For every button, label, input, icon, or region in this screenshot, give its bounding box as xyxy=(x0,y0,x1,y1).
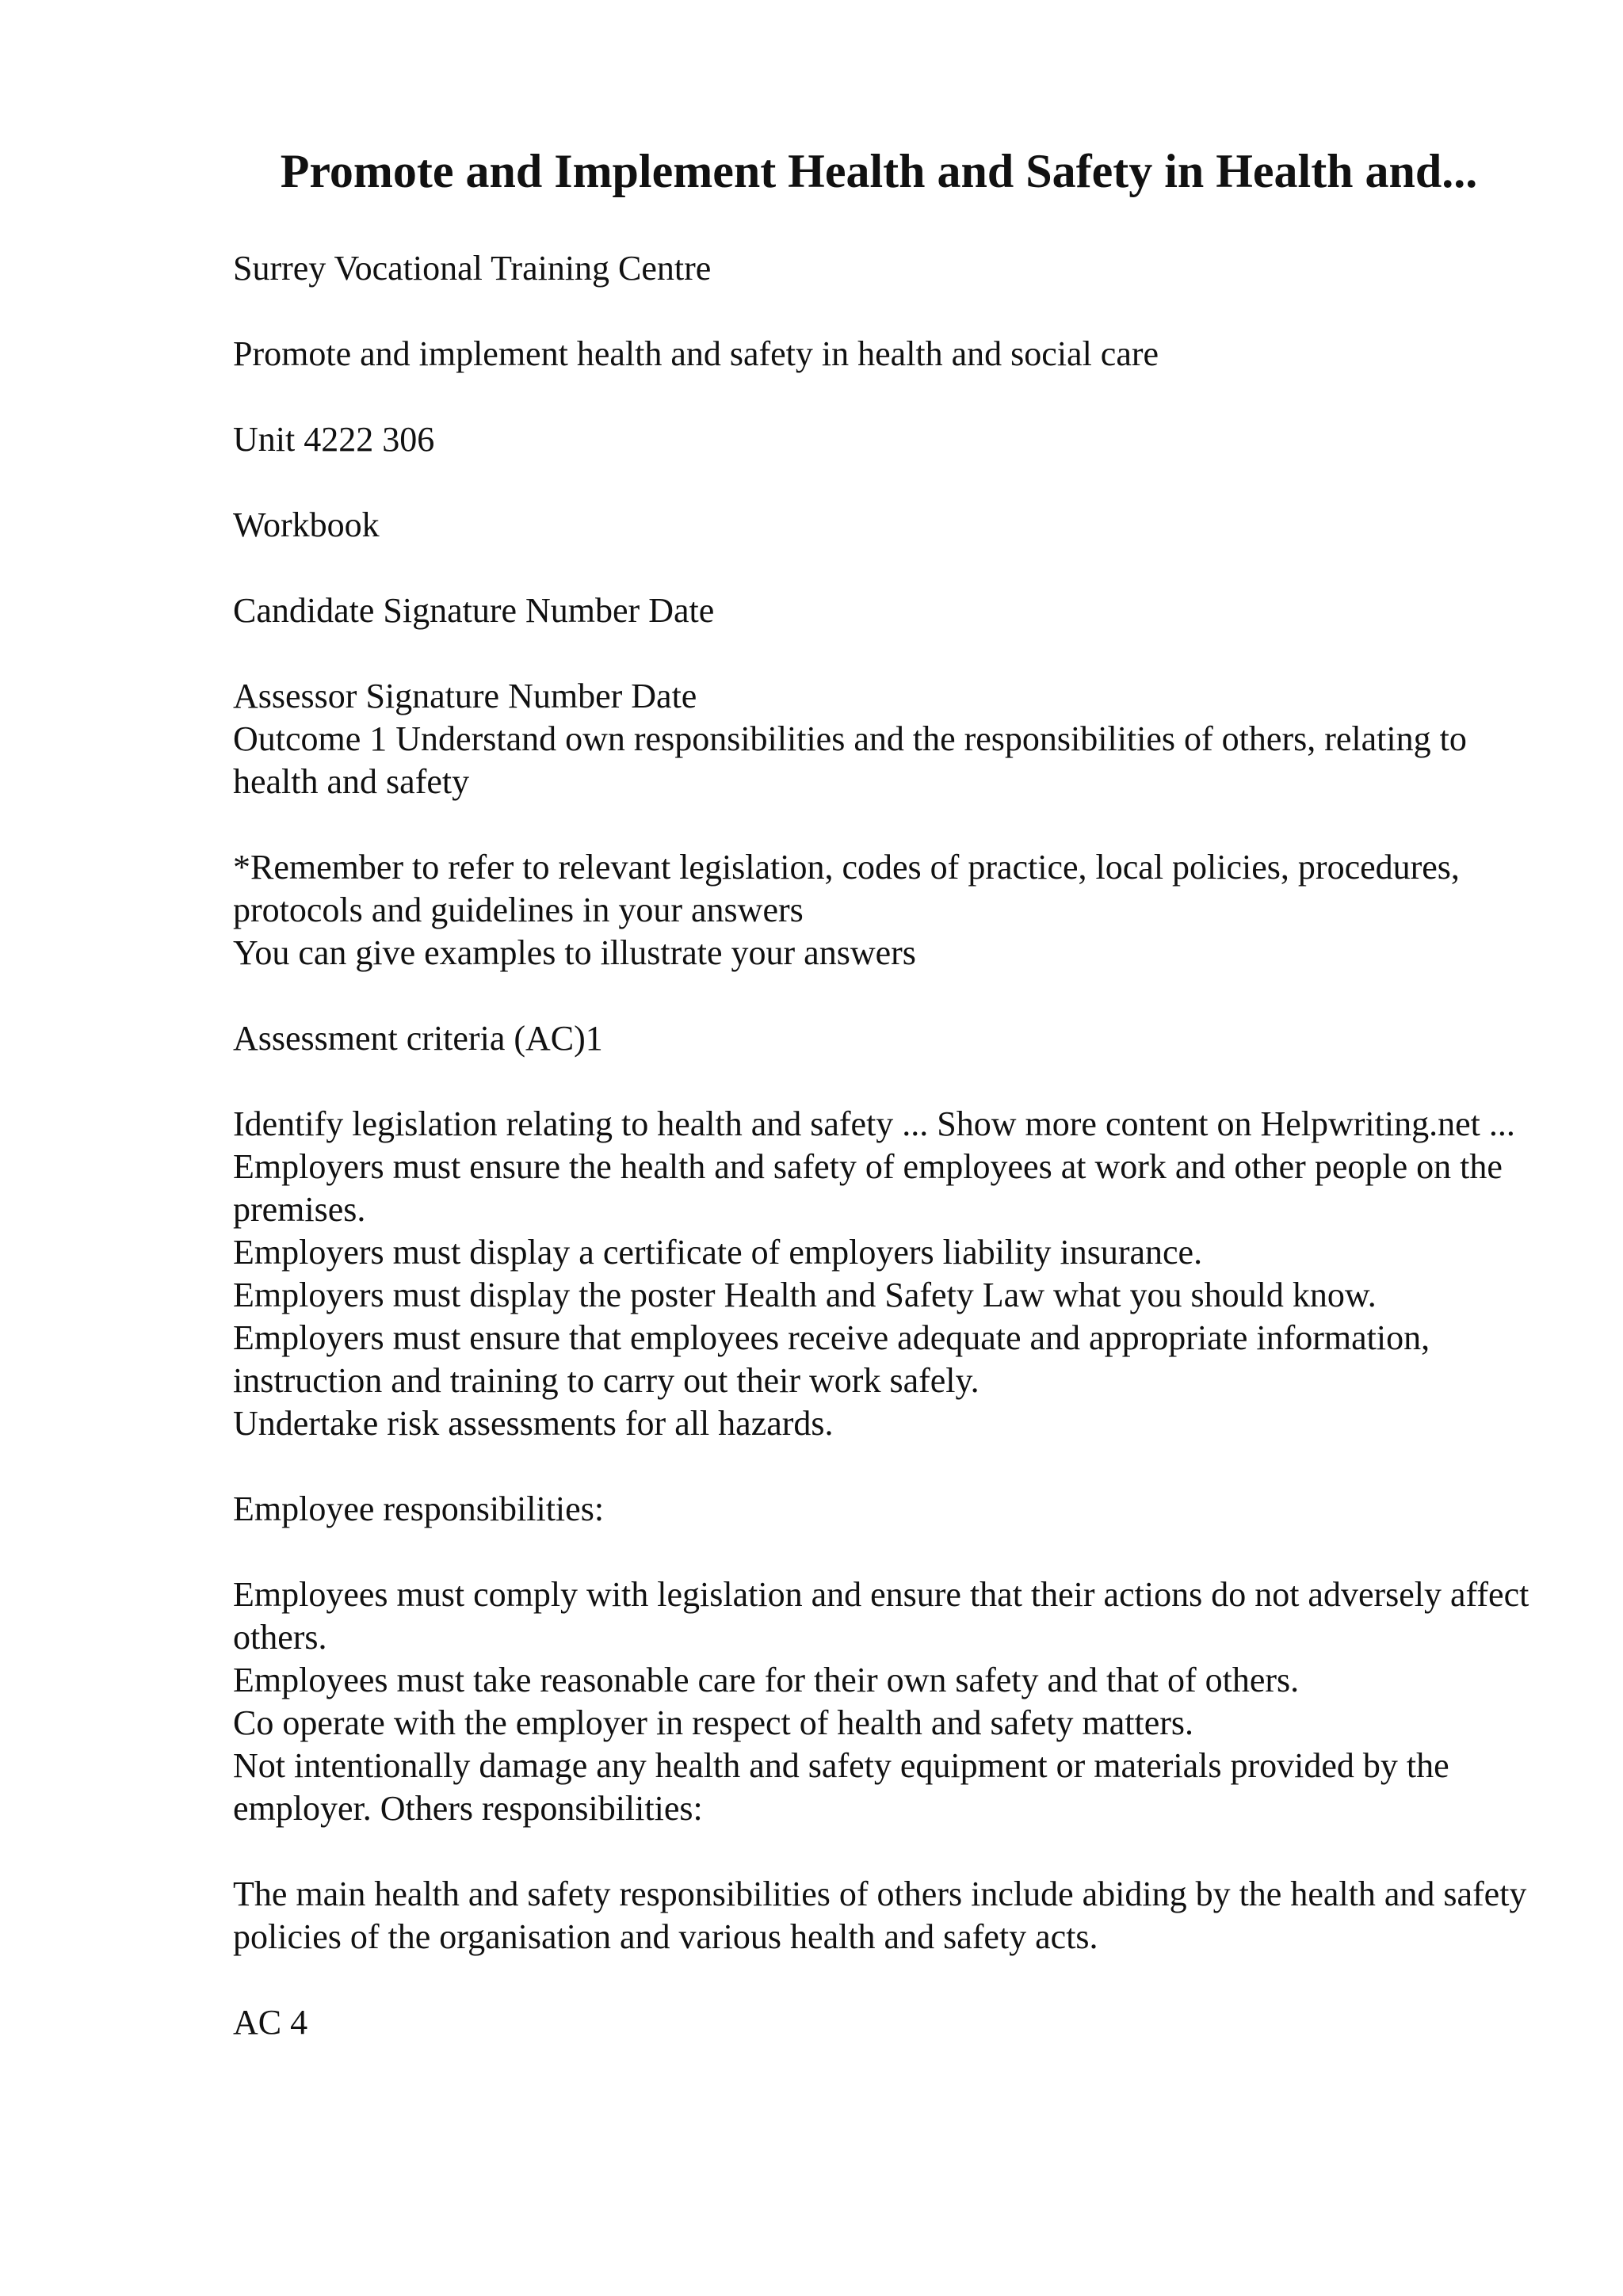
paragraph: Outcome 1 Understand own responsibilities and the responsibilities of others, relating to health and safety xyxy=(233,719,1467,801)
paragraph-spacer xyxy=(233,547,1533,589)
paragraph-spacer xyxy=(233,1060,1533,1103)
paragraph-spacer xyxy=(233,803,1533,846)
paragraph: *Remember to refer to relevant legislation, codes of practice, local policies, procedures, protocols and guidelines in your answers xyxy=(233,848,1460,929)
paragraph: Assessor Signature Number Date xyxy=(233,677,697,715)
paragraph-spacer xyxy=(233,290,1533,333)
paragraph-spacer xyxy=(233,376,1533,418)
paragraph-spacer xyxy=(233,1445,1533,1488)
paragraph-spacer xyxy=(233,461,1533,504)
paragraph: Employee responsibilities: xyxy=(233,1489,605,1528)
paragraph: Employers must ensure that employees receive adequate and appropriate information, instruction and training to carry out their work safely. xyxy=(233,1318,1430,1400)
paragraph: You can give examples to illustrate your answers xyxy=(233,933,916,972)
document-title: Promote and Implement Health and Safety in Health and... xyxy=(280,145,1478,197)
paragraph: Not intentionally damage any health and safety equipment or materials provided by the employer. Others responsibilities: xyxy=(233,1746,1449,1828)
paragraph: The main health and safety responsibilities of others include abiding by the health and safety policies of the organisation and various health and safety acts. xyxy=(233,1875,1527,1956)
paragraph-spacer xyxy=(233,632,1533,675)
paragraph-spacer xyxy=(233,1830,1533,1873)
paragraph: Surrey Vocational Training Centre xyxy=(233,249,712,288)
paragraph: Employers must ensure the health and safety of employees at work and other people on the premises. xyxy=(233,1147,1503,1229)
paragraph-spacer xyxy=(233,1531,1533,1573)
document-body xyxy=(233,247,1533,2044)
paragraph: Undertake risk assessments for all hazards. xyxy=(233,1404,834,1443)
paragraph: Co operate with the employer in respect of health and safety matters. xyxy=(233,1703,1194,1742)
paragraph: Identify legislation relating to health and safety ... Show more content on Helpwriting.net ... xyxy=(233,1104,1515,1143)
paragraph: Employers must display the poster Health and Safety Law what you should know. xyxy=(233,1276,1377,1314)
paragraph: Workbook xyxy=(233,505,380,544)
paragraph: Employers must display a certificate of employers liability insurance. xyxy=(233,1233,1203,1272)
paragraph: AC 4 xyxy=(233,2003,308,2042)
paragraph: Assessment criteria (AC)1 xyxy=(233,1019,603,1058)
paragraph: Employees must comply with legislation and ensure that their actions do not adversely affect others. xyxy=(233,1575,1529,1657)
paragraph-spacer xyxy=(233,974,1533,1017)
paragraph: Promote and implement health and safety in health and social care xyxy=(233,334,1159,373)
paragraph: Unit 4222 306 xyxy=(233,420,435,459)
paragraph: Candidate Signature Number Date xyxy=(233,591,715,630)
paragraph: Employees must take reasonable care for their own safety and that of others. xyxy=(233,1661,1300,1699)
paragraph-spacer xyxy=(233,1958,1533,2001)
